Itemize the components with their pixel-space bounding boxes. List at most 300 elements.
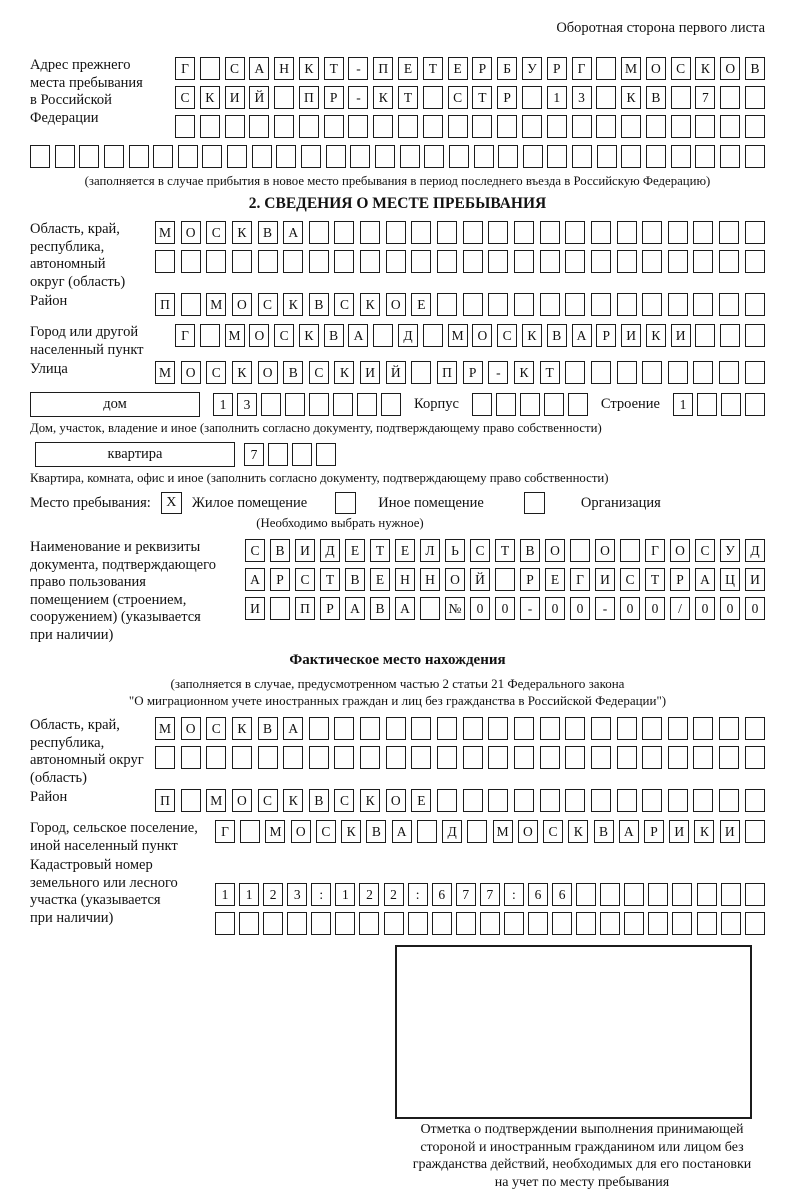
char-cell[interactable]: Л bbox=[420, 539, 440, 562]
char-cell[interactable] bbox=[497, 115, 517, 138]
char-cell[interactable] bbox=[437, 717, 457, 740]
char-cell[interactable] bbox=[514, 221, 534, 244]
char-cell[interactable] bbox=[520, 393, 540, 416]
char-cell[interactable] bbox=[181, 293, 201, 316]
char-cell[interactable]: Т bbox=[495, 539, 515, 562]
char-cell[interactable]: С bbox=[543, 820, 563, 843]
char-cell[interactable] bbox=[335, 912, 355, 935]
char-cell[interactable]: С bbox=[316, 820, 336, 843]
char-cell[interactable]: С bbox=[309, 361, 329, 384]
char-cell[interactable] bbox=[540, 717, 560, 740]
char-cell[interactable]: Р bbox=[520, 568, 540, 591]
char-cell[interactable] bbox=[522, 86, 542, 109]
char-cell[interactable] bbox=[693, 789, 713, 812]
char-cell[interactable] bbox=[540, 789, 560, 812]
char-cell[interactable] bbox=[417, 820, 437, 843]
char-cell[interactable] bbox=[285, 393, 305, 416]
char-cell[interactable]: 7 bbox=[456, 883, 476, 906]
char-cell[interactable] bbox=[745, 820, 765, 843]
char-cell[interactable]: 7 bbox=[480, 883, 500, 906]
char-cell[interactable]: 6 bbox=[432, 883, 452, 906]
char-cell[interactable]: М bbox=[448, 324, 468, 347]
char-cell[interactable] bbox=[547, 145, 567, 168]
char-cell[interactable]: А bbox=[695, 568, 715, 591]
char-cell[interactable] bbox=[381, 393, 401, 416]
char-cell[interactable]: Р bbox=[463, 361, 483, 384]
char-cell[interactable]: 0 bbox=[495, 597, 515, 620]
char-cell[interactable]: И bbox=[745, 568, 765, 591]
char-cell[interactable] bbox=[181, 789, 201, 812]
char-cell[interactable] bbox=[668, 789, 688, 812]
char-cell[interactable] bbox=[745, 86, 765, 109]
char-cell[interactable] bbox=[617, 250, 637, 273]
char-cell[interactable]: М bbox=[206, 293, 226, 316]
char-cell[interactable]: И bbox=[671, 324, 691, 347]
char-cell[interactable]: Р bbox=[320, 597, 340, 620]
char-cell[interactable]: 3 bbox=[237, 393, 257, 416]
char-cell[interactable] bbox=[540, 746, 560, 769]
char-cell[interactable] bbox=[258, 746, 278, 769]
char-cell[interactable]: О bbox=[181, 361, 201, 384]
char-cell[interactable]: 7 bbox=[695, 86, 715, 109]
char-cell[interactable]: 2 bbox=[359, 883, 379, 906]
char-cell[interactable]: С bbox=[175, 86, 195, 109]
char-cell[interactable]: Е bbox=[448, 57, 468, 80]
char-cell[interactable] bbox=[617, 361, 637, 384]
char-cell[interactable] bbox=[348, 115, 368, 138]
char-cell[interactable]: О bbox=[670, 539, 690, 562]
char-cell[interactable]: - bbox=[520, 597, 540, 620]
char-cell[interactable]: А bbox=[283, 221, 303, 244]
char-cell[interactable] bbox=[448, 115, 468, 138]
char-cell[interactable] bbox=[668, 293, 688, 316]
char-cell[interactable] bbox=[274, 115, 294, 138]
char-cell[interactable]: В bbox=[309, 293, 329, 316]
char-cell[interactable]: О bbox=[646, 57, 666, 80]
char-cell[interactable]: А bbox=[249, 57, 269, 80]
char-cell[interactable] bbox=[719, 746, 739, 769]
char-cell[interactable]: О bbox=[545, 539, 565, 562]
char-cell[interactable]: Н bbox=[395, 568, 415, 591]
char-cell[interactable]: И bbox=[669, 820, 689, 843]
char-cell[interactable] bbox=[617, 717, 637, 740]
char-cell[interactable] bbox=[261, 393, 281, 416]
checkbox-organization[interactable] bbox=[524, 492, 545, 514]
char-cell[interactable] bbox=[360, 746, 380, 769]
char-cell[interactable]: Й bbox=[386, 361, 406, 384]
char-cell[interactable] bbox=[309, 393, 329, 416]
char-cell[interactable]: О bbox=[232, 789, 252, 812]
char-cell[interactable] bbox=[565, 361, 585, 384]
char-cell[interactable]: И bbox=[595, 568, 615, 591]
char-cell[interactable]: О bbox=[232, 293, 252, 316]
char-cell[interactable]: Р bbox=[472, 57, 492, 80]
char-cell[interactable] bbox=[292, 443, 312, 466]
char-cell[interactable] bbox=[129, 145, 149, 168]
char-cell[interactable] bbox=[745, 250, 765, 273]
char-cell[interactable]: Ц bbox=[720, 568, 740, 591]
char-cell[interactable] bbox=[617, 221, 637, 244]
char-cell[interactable] bbox=[693, 221, 713, 244]
char-cell[interactable] bbox=[745, 324, 765, 347]
char-cell[interactable] bbox=[276, 145, 296, 168]
char-cell[interactable] bbox=[488, 221, 508, 244]
char-cell[interactable] bbox=[437, 250, 457, 273]
char-cell[interactable]: 0 bbox=[695, 597, 715, 620]
char-cell[interactable]: 1 bbox=[215, 883, 235, 906]
char-cell[interactable]: Е bbox=[398, 57, 418, 80]
char-cell[interactable]: : bbox=[311, 883, 331, 906]
char-cell[interactable] bbox=[721, 393, 741, 416]
char-cell[interactable]: Р bbox=[596, 324, 616, 347]
char-cell[interactable]: А bbox=[283, 717, 303, 740]
char-cell[interactable]: С bbox=[620, 568, 640, 591]
char-cell[interactable] bbox=[202, 145, 222, 168]
char-cell[interactable] bbox=[472, 393, 492, 416]
char-cell[interactable] bbox=[373, 115, 393, 138]
char-cell[interactable] bbox=[411, 361, 431, 384]
char-cell[interactable]: 3 bbox=[572, 86, 592, 109]
char-cell[interactable]: Д bbox=[398, 324, 418, 347]
char-cell[interactable] bbox=[398, 115, 418, 138]
char-cell[interactable]: Д bbox=[442, 820, 462, 843]
char-cell[interactable] bbox=[472, 115, 492, 138]
char-cell[interactable]: С bbox=[274, 324, 294, 347]
char-cell[interactable]: С bbox=[258, 293, 278, 316]
char-cell[interactable] bbox=[232, 746, 252, 769]
char-cell[interactable] bbox=[642, 293, 662, 316]
char-cell[interactable]: И bbox=[360, 361, 380, 384]
char-cell[interactable]: С bbox=[470, 539, 490, 562]
char-cell[interactable]: В bbox=[309, 789, 329, 812]
char-cell[interactable]: К bbox=[283, 293, 303, 316]
char-cell[interactable]: К bbox=[232, 361, 252, 384]
char-cell[interactable] bbox=[386, 746, 406, 769]
char-cell[interactable]: 1 bbox=[239, 883, 259, 906]
char-cell[interactable] bbox=[263, 912, 283, 935]
char-cell[interactable]: В bbox=[270, 539, 290, 562]
char-cell[interactable]: К bbox=[514, 361, 534, 384]
char-cell[interactable]: И bbox=[621, 324, 641, 347]
char-cell[interactable]: К bbox=[299, 57, 319, 80]
char-cell[interactable] bbox=[693, 717, 713, 740]
char-cell[interactable] bbox=[617, 293, 637, 316]
char-cell[interactable] bbox=[596, 115, 616, 138]
char-cell[interactable] bbox=[498, 145, 518, 168]
char-cell[interactable]: К bbox=[646, 324, 666, 347]
char-cell[interactable] bbox=[301, 145, 321, 168]
char-cell[interactable] bbox=[514, 746, 534, 769]
char-cell[interactable]: : bbox=[408, 883, 428, 906]
char-cell[interactable] bbox=[333, 393, 353, 416]
char-cell[interactable]: А bbox=[619, 820, 639, 843]
char-cell[interactable] bbox=[424, 145, 444, 168]
char-cell[interactable]: - bbox=[595, 597, 615, 620]
char-cell[interactable] bbox=[456, 912, 476, 935]
char-cell[interactable] bbox=[411, 746, 431, 769]
char-cell[interactable] bbox=[463, 789, 483, 812]
char-cell[interactable] bbox=[496, 393, 516, 416]
char-cell[interactable] bbox=[239, 912, 259, 935]
char-cell[interactable] bbox=[423, 324, 443, 347]
char-cell[interactable]: В bbox=[366, 820, 386, 843]
char-cell[interactable] bbox=[437, 746, 457, 769]
char-cell[interactable]: О bbox=[181, 221, 201, 244]
char-cell[interactable] bbox=[745, 393, 765, 416]
char-cell[interactable]: Й bbox=[470, 568, 490, 591]
char-cell[interactable] bbox=[576, 883, 596, 906]
char-cell[interactable]: Е bbox=[411, 789, 431, 812]
char-cell[interactable]: 3 bbox=[287, 883, 307, 906]
char-cell[interactable]: С bbox=[448, 86, 468, 109]
char-cell[interactable]: 2 bbox=[384, 883, 404, 906]
char-cell[interactable]: Р bbox=[547, 57, 567, 80]
char-cell[interactable]: Т bbox=[540, 361, 560, 384]
char-cell[interactable] bbox=[514, 250, 534, 273]
char-cell[interactable] bbox=[523, 145, 543, 168]
char-cell[interactable]: / bbox=[670, 597, 690, 620]
char-cell[interactable] bbox=[745, 293, 765, 316]
char-cell[interactable] bbox=[565, 717, 585, 740]
char-cell[interactable] bbox=[299, 115, 319, 138]
char-cell[interactable] bbox=[225, 115, 245, 138]
char-cell[interactable] bbox=[617, 746, 637, 769]
char-cell[interactable]: В bbox=[646, 86, 666, 109]
char-cell[interactable]: К bbox=[360, 293, 380, 316]
char-cell[interactable] bbox=[311, 912, 331, 935]
char-cell[interactable] bbox=[596, 86, 616, 109]
char-cell[interactable]: Б bbox=[497, 57, 517, 80]
char-cell[interactable] bbox=[153, 145, 173, 168]
char-cell[interactable] bbox=[334, 746, 354, 769]
char-cell[interactable]: В bbox=[547, 324, 567, 347]
char-cell[interactable]: И bbox=[295, 539, 315, 562]
char-cell[interactable]: И bbox=[245, 597, 265, 620]
char-cell[interactable] bbox=[642, 361, 662, 384]
char-cell[interactable] bbox=[646, 115, 666, 138]
char-cell[interactable] bbox=[411, 221, 431, 244]
char-cell[interactable]: У bbox=[522, 57, 542, 80]
char-cell[interactable] bbox=[695, 145, 715, 168]
char-cell[interactable]: М bbox=[621, 57, 641, 80]
char-cell[interactable]: В bbox=[258, 717, 278, 740]
char-cell[interactable] bbox=[721, 883, 741, 906]
char-cell[interactable] bbox=[386, 221, 406, 244]
char-cell[interactable] bbox=[360, 221, 380, 244]
char-cell[interactable] bbox=[200, 324, 220, 347]
char-cell[interactable]: С bbox=[206, 717, 226, 740]
char-cell[interactable]: С bbox=[671, 57, 691, 80]
char-cell[interactable]: О bbox=[595, 539, 615, 562]
char-cell[interactable] bbox=[334, 250, 354, 273]
char-cell[interactable] bbox=[693, 250, 713, 273]
char-cell[interactable] bbox=[695, 115, 715, 138]
char-cell[interactable] bbox=[181, 746, 201, 769]
char-cell[interactable]: К bbox=[334, 361, 354, 384]
char-cell[interactable] bbox=[642, 717, 662, 740]
char-cell[interactable]: Н bbox=[420, 568, 440, 591]
char-cell[interactable] bbox=[693, 746, 713, 769]
char-cell[interactable] bbox=[568, 393, 588, 416]
char-cell[interactable] bbox=[411, 250, 431, 273]
char-cell[interactable]: А bbox=[348, 324, 368, 347]
char-cell[interactable]: О bbox=[258, 361, 278, 384]
char-cell[interactable] bbox=[720, 145, 740, 168]
char-cell[interactable] bbox=[200, 57, 220, 80]
char-cell[interactable] bbox=[668, 250, 688, 273]
char-cell[interactable]: А bbox=[392, 820, 412, 843]
char-cell[interactable] bbox=[309, 717, 329, 740]
char-cell[interactable]: - bbox=[348, 57, 368, 80]
char-cell[interactable] bbox=[449, 145, 469, 168]
char-cell[interactable] bbox=[648, 883, 668, 906]
char-cell[interactable] bbox=[620, 539, 640, 562]
char-cell[interactable] bbox=[55, 145, 75, 168]
char-cell[interactable] bbox=[719, 221, 739, 244]
char-cell[interactable] bbox=[695, 324, 715, 347]
char-cell[interactable] bbox=[175, 115, 195, 138]
char-cell[interactable]: Г bbox=[570, 568, 590, 591]
char-cell[interactable] bbox=[719, 293, 739, 316]
char-cell[interactable]: 2 bbox=[263, 883, 283, 906]
char-cell[interactable] bbox=[408, 912, 428, 935]
char-cell[interactable]: У bbox=[720, 539, 740, 562]
char-cell[interactable] bbox=[522, 115, 542, 138]
char-cell[interactable] bbox=[360, 250, 380, 273]
char-cell[interactable] bbox=[227, 145, 247, 168]
char-cell[interactable] bbox=[155, 746, 175, 769]
char-cell[interactable] bbox=[504, 912, 524, 935]
char-cell[interactable]: Е bbox=[370, 568, 390, 591]
char-cell[interactable] bbox=[357, 393, 377, 416]
char-cell[interactable]: К bbox=[694, 820, 714, 843]
char-cell[interactable] bbox=[480, 912, 500, 935]
char-cell[interactable] bbox=[423, 115, 443, 138]
char-cell[interactable] bbox=[693, 293, 713, 316]
char-cell[interactable] bbox=[309, 221, 329, 244]
char-cell[interactable] bbox=[463, 746, 483, 769]
char-cell[interactable] bbox=[672, 912, 692, 935]
char-cell[interactable] bbox=[206, 746, 226, 769]
char-cell[interactable]: 1 bbox=[335, 883, 355, 906]
char-cell[interactable]: 7 bbox=[244, 443, 264, 466]
char-cell[interactable] bbox=[274, 86, 294, 109]
char-cell[interactable]: 6 bbox=[528, 883, 548, 906]
char-cell[interactable] bbox=[591, 746, 611, 769]
char-cell[interactable] bbox=[745, 115, 765, 138]
char-cell[interactable]: 0 bbox=[720, 597, 740, 620]
char-cell[interactable]: М bbox=[493, 820, 513, 843]
char-cell[interactable] bbox=[721, 912, 741, 935]
char-cell[interactable] bbox=[359, 912, 379, 935]
char-cell[interactable] bbox=[30, 145, 50, 168]
char-cell[interactable]: К bbox=[522, 324, 542, 347]
checkbox-other-premises[interactable] bbox=[335, 492, 356, 514]
char-cell[interactable]: О bbox=[249, 324, 269, 347]
char-cell[interactable]: К bbox=[283, 789, 303, 812]
char-cell[interactable] bbox=[232, 250, 252, 273]
char-cell[interactable] bbox=[693, 361, 713, 384]
char-cell[interactable]: 0 bbox=[745, 597, 765, 620]
char-cell[interactable] bbox=[463, 717, 483, 740]
char-cell[interactable] bbox=[326, 145, 346, 168]
char-cell[interactable]: Г bbox=[572, 57, 592, 80]
char-cell[interactable]: С bbox=[258, 789, 278, 812]
char-cell[interactable] bbox=[386, 250, 406, 273]
char-cell[interactable] bbox=[745, 717, 765, 740]
char-cell[interactable]: А bbox=[572, 324, 592, 347]
char-cell[interactable]: 1 bbox=[547, 86, 567, 109]
char-cell[interactable]: К bbox=[695, 57, 715, 80]
char-cell[interactable] bbox=[463, 250, 483, 273]
char-cell[interactable]: К bbox=[299, 324, 319, 347]
char-cell[interactable] bbox=[719, 789, 739, 812]
char-cell[interactable]: М bbox=[206, 789, 226, 812]
char-cell[interactable]: И bbox=[225, 86, 245, 109]
char-cell[interactable]: 0 bbox=[570, 597, 590, 620]
char-cell[interactable]: - bbox=[488, 361, 508, 384]
char-cell[interactable] bbox=[600, 883, 620, 906]
char-cell[interactable]: № bbox=[445, 597, 465, 620]
char-cell[interactable] bbox=[488, 293, 508, 316]
char-cell[interactable]: П bbox=[155, 789, 175, 812]
char-cell[interactable] bbox=[745, 883, 765, 906]
char-cell[interactable]: И bbox=[720, 820, 740, 843]
char-cell[interactable] bbox=[597, 145, 617, 168]
char-cell[interactable] bbox=[287, 912, 307, 935]
char-cell[interactable]: 0 bbox=[545, 597, 565, 620]
char-cell[interactable] bbox=[258, 250, 278, 273]
char-cell[interactable]: К bbox=[373, 86, 393, 109]
char-cell[interactable] bbox=[672, 883, 692, 906]
char-cell[interactable]: 0 bbox=[620, 597, 640, 620]
char-cell[interactable] bbox=[565, 293, 585, 316]
char-cell[interactable]: П bbox=[373, 57, 393, 80]
char-cell[interactable] bbox=[488, 717, 508, 740]
char-cell[interactable] bbox=[600, 912, 620, 935]
char-cell[interactable]: П bbox=[155, 293, 175, 316]
char-cell[interactable] bbox=[565, 221, 585, 244]
char-cell[interactable] bbox=[671, 86, 691, 109]
char-cell[interactable]: Е bbox=[345, 539, 365, 562]
char-cell[interactable] bbox=[591, 361, 611, 384]
char-cell[interactable]: - bbox=[348, 86, 368, 109]
char-cell[interactable] bbox=[360, 717, 380, 740]
char-cell[interactable] bbox=[400, 145, 420, 168]
char-cell[interactable] bbox=[437, 221, 457, 244]
char-cell[interactable] bbox=[437, 789, 457, 812]
char-cell[interactable] bbox=[215, 912, 235, 935]
char-cell[interactable]: О bbox=[445, 568, 465, 591]
char-cell[interactable] bbox=[720, 86, 740, 109]
char-cell[interactable]: Р bbox=[497, 86, 517, 109]
char-cell[interactable]: Т bbox=[398, 86, 418, 109]
char-cell[interactable] bbox=[467, 820, 487, 843]
char-cell[interactable]: О bbox=[472, 324, 492, 347]
char-cell[interactable] bbox=[463, 221, 483, 244]
char-cell[interactable] bbox=[432, 912, 452, 935]
char-cell[interactable] bbox=[745, 789, 765, 812]
char-cell[interactable]: С bbox=[206, 221, 226, 244]
char-cell[interactable]: Е bbox=[395, 539, 415, 562]
char-cell[interactable]: П bbox=[437, 361, 457, 384]
char-cell[interactable] bbox=[572, 115, 592, 138]
char-cell[interactable]: 1 bbox=[673, 393, 693, 416]
char-cell[interactable]: Р bbox=[270, 568, 290, 591]
char-cell[interactable]: С bbox=[295, 568, 315, 591]
char-cell[interactable]: К bbox=[341, 820, 361, 843]
char-cell[interactable]: Д bbox=[745, 539, 765, 562]
